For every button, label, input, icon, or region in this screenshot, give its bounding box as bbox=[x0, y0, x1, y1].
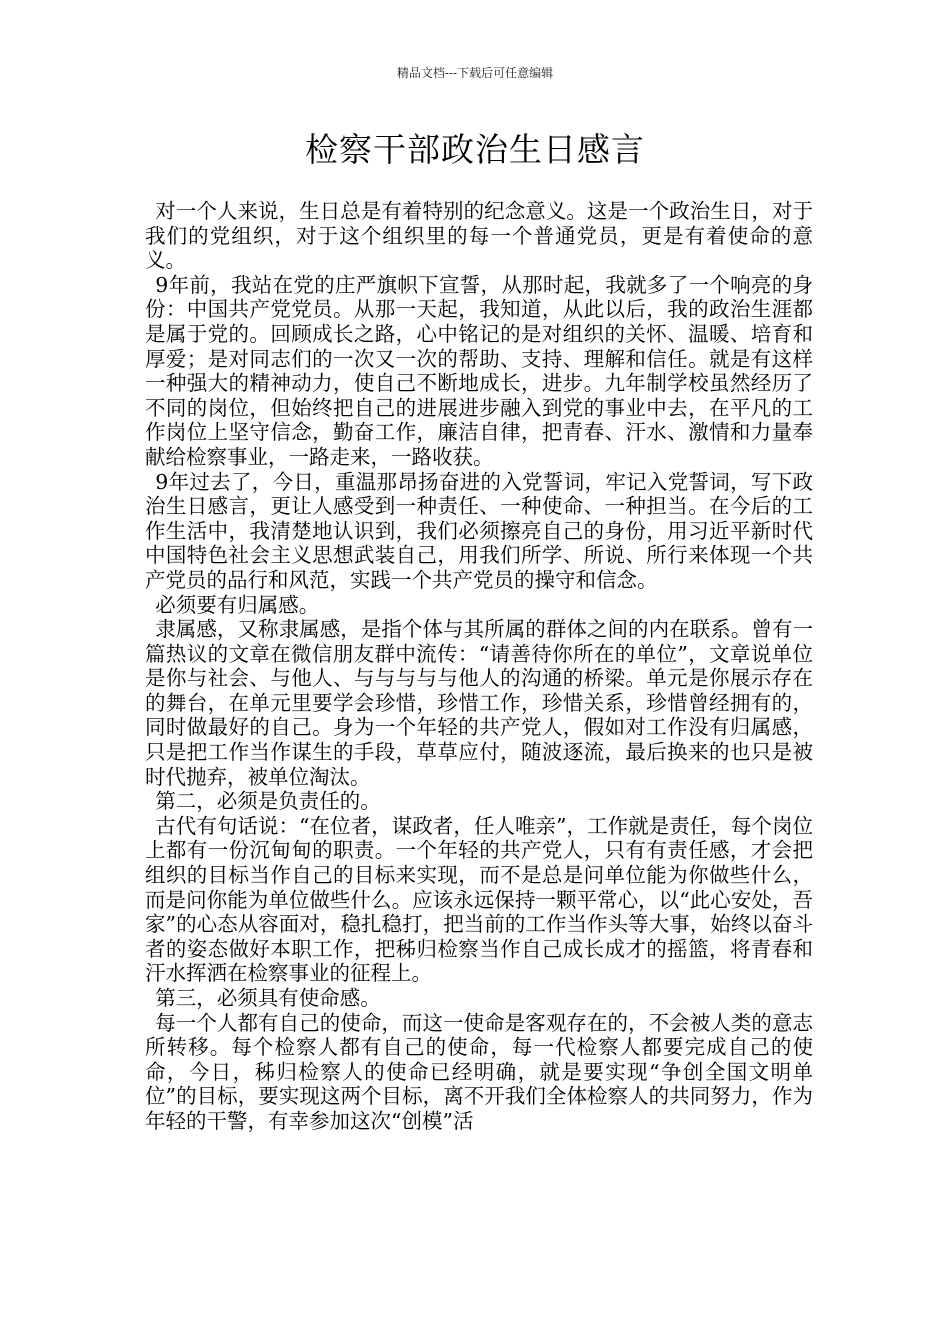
section-heading: 必须要有归属感。 bbox=[155, 592, 320, 617]
document-title: 检察干部政治生日感言 bbox=[305, 130, 645, 169]
paragraph: 古代有句话说：“在位者，谋政者，任人唯亲”，工作就是责任，每个岗位上都有一份沉甸甸的职责。一个年轻的共产党人，只有有责任感，才会把组织的目标当作自己的目标来实现，而不是总是问单位能为你做些什么，而是问你能为单位做些什么。应该永远保持一颗平常心，以“此心安处，吾家”的心态从容面对，稳扎稳打，把当前的工作当作头等大事，始终以奋斗者的姿态做好本职工作，把秭归检察当作自己成长成才的摇篮，将青春和汗水挥洒在检察事业的征程上。 bbox=[145, 813, 813, 986]
paragraph: 9年过去了，今日，重温那昂扬奋进的入党誓词，牢记入党誓词，写下政治生日感言，更让人感受到一种责任、一种使命、一种担当。在今后的工作生活中，我清楚地认识到，我们必须擦亮自己的身份，用习近平新时代中国特色社会主义思想武装自己，用我们所学、所说、所行来体现一个共产党员的品行和风范，实践一个共产党员的操守和信念。 bbox=[145, 469, 813, 592]
section-heading: 第三，必须具有使命感。 bbox=[155, 986, 381, 1010]
paragraph: 对一个人来说，生日总是有着特别的纪念意义。这是一个政治生日，对于我们的党组织，对于这个组织里的每一个普通党员，更是有着使命的意义。 bbox=[145, 199, 813, 273]
document-body bbox=[145, 199, 813, 1134]
header-note: 精品文档---下载后可任意编辑 bbox=[396, 66, 554, 80]
section-heading: 第二，必须是负责任的。 bbox=[155, 789, 381, 814]
paragraph: 隶属感，又称隶属感，是指个体与其所属的群体之间的内在联系。曾有一篇热议的文章在微信朋友群中流传：“请善待你所在的单位”，文章说单位是你与社会、与他人、与与与与与他人的沟通的桥梁。单元是你展示存在的舞台，在单元里要学会珍惜，珍惜工作，珍惜关系，珍惜曾经拥有的，同时做最好的自己。身为一个年轻的共产党人，假如对工作没有归属感，只是把工作当作谋生的手段，草草应付，随波逐流，最后换来的也只是被时代抛弃，被单位淘汰。 bbox=[145, 617, 813, 789]
paragraph: 9年前，我站在党的庄严旗帜下宣誓，从那时起，我就多了一个响亮的身份：中国共产党党员。从那一天起，我知道，从此以后，我的政治生涯都是属于党的。回顾成长之路，心中铭记的是对组织的关怀、温暖、培育和厚爱；是对同志们的一次又一次的帮助、支持、理解和信任。就是有这样一种强大的精神动力，使自己不断地成长，进步。九年制学校虽然经历了不同的岗位，但始终把自己的进展进步融入到党的事业中去，在平凡的工作岗位上坚守信念，勤奋工作，廉洁自律，把青春、汗水、激情和力量奉献给检察事业，一路走来，一路收获。 bbox=[145, 272, 813, 469]
paragraph: 每一个人都有自己的使命，而这一使命是客观存在的，不会被人类的意志所转移。每个检察人都有自己的使命，每一代检察人都要完成自己的使命，今日，秭归检察人的使命已经明确，就是要实现“争创全国文明单位”的目标，要实现这两个目标，离不开我们全体检察人的共同努力，作为年轻的干警，有幸参加这次“创模”活 bbox=[145, 1010, 813, 1133]
